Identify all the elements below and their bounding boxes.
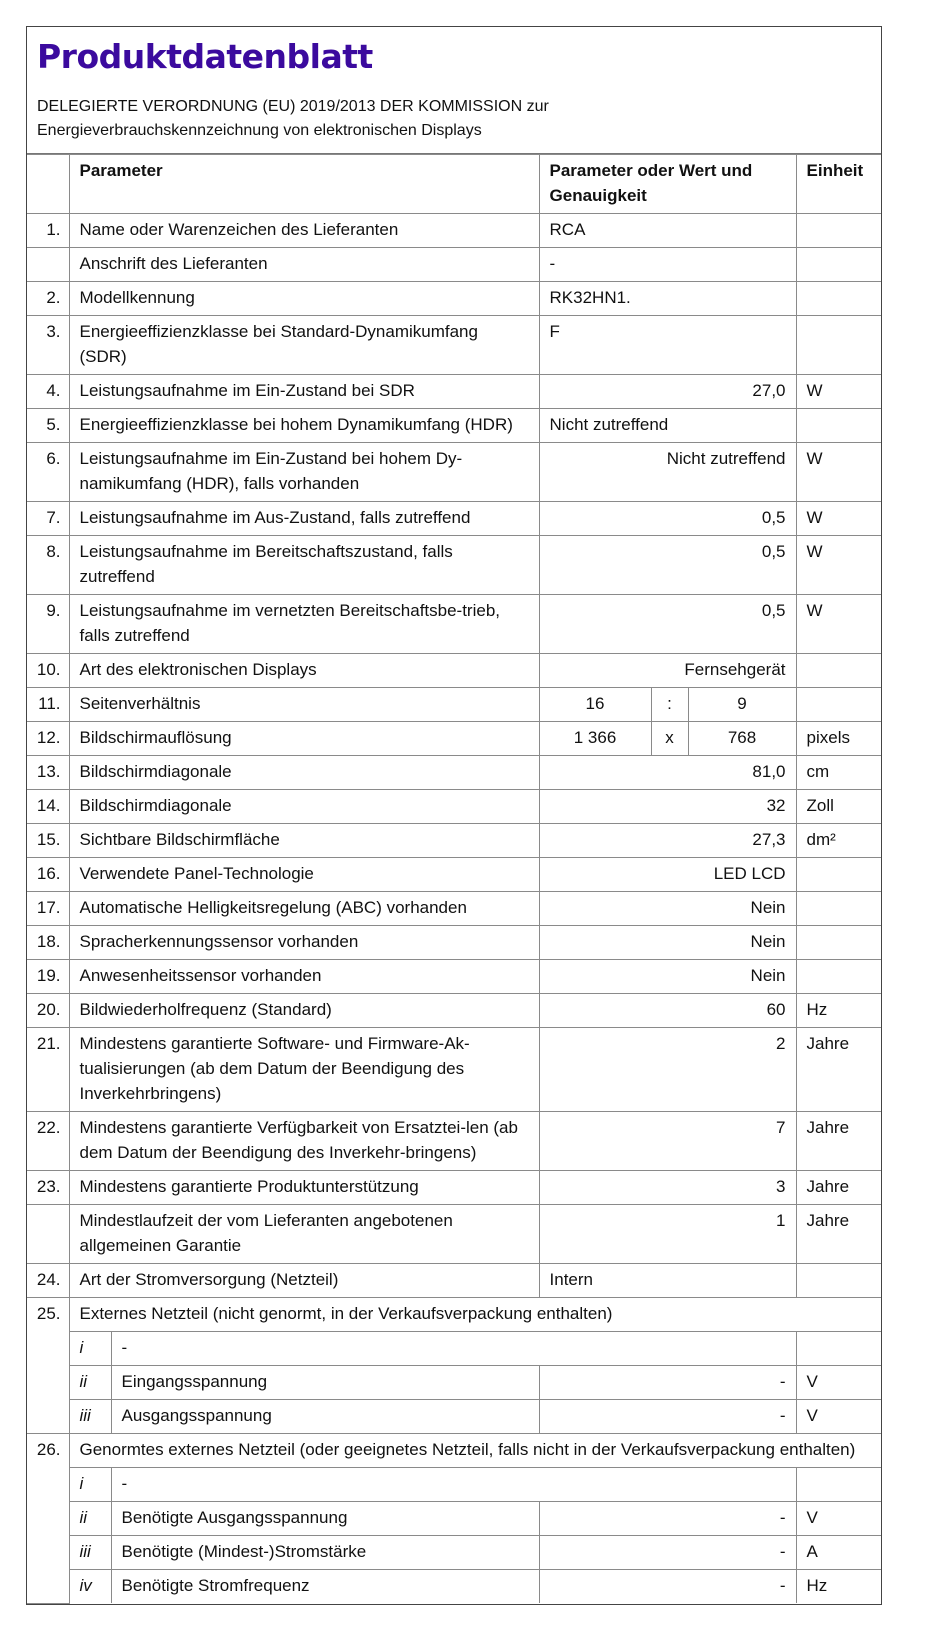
- table-row: [27, 960, 881, 994]
- row-parameter: Art des elektronischen Displays: [69, 654, 539, 688]
- row-parameter: Leistungsaufnahme im Ein-Zustand bei SDR: [69, 375, 539, 409]
- row-unit: Jahre: [796, 1112, 881, 1171]
- header-value: Parameter oder Wert und Genauigkeit: [539, 155, 796, 214]
- row-number: 7.: [27, 502, 69, 536]
- row-unit: [796, 654, 881, 688]
- row-value: RK32HN1.: [539, 282, 796, 316]
- sub-unit: V: [796, 1400, 881, 1434]
- table-row: [27, 858, 881, 892]
- row-number: 18.: [27, 926, 69, 960]
- row-value: 3: [539, 1171, 796, 1205]
- row-number: 16.: [27, 858, 69, 892]
- row-parameter: Leistungsaufnahme im vernetzten Bereitschaftsbe-trieb, falls zutreffend: [69, 595, 539, 654]
- row-unit: Hz: [796, 994, 881, 1028]
- row-parameter: Anwesenheitssensor vorhanden: [69, 960, 539, 994]
- sub-row: [27, 1400, 881, 1434]
- row-number: 5.: [27, 409, 69, 443]
- sub-label: Benötigte (Mindest-)Stromstärke: [111, 1536, 539, 1570]
- row-unit: [796, 688, 881, 722]
- header-parameter: Parameter: [69, 155, 539, 214]
- row-value: 7: [539, 1112, 796, 1171]
- row-value: RCA: [539, 214, 796, 248]
- table-row: [27, 688, 881, 722]
- table-row: [27, 926, 881, 960]
- header-num: [27, 155, 69, 214]
- row-parameter: Mindestens garantierte Produktunterstützung: [69, 1171, 539, 1205]
- row-parameter: Bildschirmdiagonale: [69, 756, 539, 790]
- regulation-line-2: Energieverbrauchskennzeichnung von elektronischen Displays: [37, 122, 482, 139]
- sub-label: Eingangsspannung: [111, 1366, 539, 1400]
- table-row: [27, 214, 881, 248]
- product-data-sheet: [26, 26, 882, 1605]
- row-parameter: Modellkennung: [69, 282, 539, 316]
- regulation-line-1: DELEGIERTE VERORDNUNG (EU) 2019/2013 DER KOMMISSION zur: [37, 98, 549, 115]
- row-number: 9.: [27, 595, 69, 654]
- row-number: 25.: [27, 1298, 69, 1434]
- row-parameter: Anschrift des Lieferanten: [69, 248, 539, 282]
- sub-unit: [796, 1332, 881, 1366]
- sub-value: -: [539, 1570, 796, 1604]
- table-row: [27, 443, 881, 502]
- row-unit: W: [796, 502, 881, 536]
- table-row: [27, 595, 881, 654]
- row-number: 15.: [27, 824, 69, 858]
- page-title: Produktdatenblatt: [37, 37, 373, 76]
- row-number: 17.: [27, 892, 69, 926]
- row-parameter: Leistungsaufnahme im Bereitschaftszustand, falls zutreffend: [69, 536, 539, 595]
- row-value-separator: :: [651, 688, 688, 722]
- sub-row: [27, 1366, 881, 1400]
- row-unit: cm: [796, 756, 881, 790]
- row-value-b: 768: [688, 722, 796, 756]
- table-row: [27, 1264, 881, 1298]
- row-value: 0,5: [539, 536, 796, 595]
- row-parameter: Energieeffizienzklasse bei hohem Dynamikumfang (HDR): [69, 409, 539, 443]
- table-row: [27, 892, 881, 926]
- row-parameter: Bildschirmdiagonale: [69, 790, 539, 824]
- row-unit: [796, 1264, 881, 1298]
- row-value-a: 1 366: [539, 722, 651, 756]
- row-number: 11.: [27, 688, 69, 722]
- roman-numeral: ii: [69, 1502, 111, 1536]
- sub-row: [27, 1502, 881, 1536]
- sub-label: Benötigte Stromfrequenz: [111, 1570, 539, 1604]
- table-row: [27, 1171, 881, 1205]
- row-number: 19.: [27, 960, 69, 994]
- row-unit: pixels: [796, 722, 881, 756]
- row-unit: Jahre: [796, 1028, 881, 1112]
- row-number: 23.: [27, 1171, 69, 1205]
- row-value: F: [539, 316, 796, 375]
- sub-label: -: [111, 1332, 796, 1366]
- sub-row: [27, 1468, 881, 1502]
- row-parameter: Verwendete Panel-Technologie: [69, 858, 539, 892]
- table-row: [27, 1112, 881, 1171]
- sub-row: [27, 1570, 881, 1604]
- sheet-header: [27, 27, 881, 154]
- row-unit: W: [796, 595, 881, 654]
- sub-value: -: [539, 1536, 796, 1570]
- table-row: [27, 375, 881, 409]
- sub-unit: A: [796, 1536, 881, 1570]
- roman-numeral: i: [69, 1468, 111, 1502]
- table-row: [27, 248, 881, 282]
- row-value: 27,0: [539, 375, 796, 409]
- row-unit: [796, 214, 881, 248]
- sub-row: [27, 1332, 881, 1366]
- row-value: 0,5: [539, 502, 796, 536]
- table-header-row: [27, 155, 881, 214]
- row-value: -: [539, 248, 796, 282]
- table-row: [27, 994, 881, 1028]
- row-number: 24.: [27, 1264, 69, 1298]
- row-value: 27,3: [539, 824, 796, 858]
- roman-numeral: i: [69, 1332, 111, 1366]
- sub-label: Ausgangsspannung: [111, 1400, 539, 1434]
- row-value: 0,5: [539, 595, 796, 654]
- parameter-table: [27, 154, 881, 1604]
- table-row: [27, 824, 881, 858]
- row-value-separator: x: [651, 722, 688, 756]
- row-parameter: Bildschirmauflösung: [69, 722, 539, 756]
- row-parameter: Mindestens garantierte Software- und Firmware-Ak-tualisierungen (ab dem Datum der Beendigung des Inverkehrbringens): [69, 1028, 539, 1112]
- table-row: [27, 409, 881, 443]
- table-row: [27, 790, 881, 824]
- table-row: [27, 1205, 881, 1264]
- row-value: Intern: [539, 1264, 796, 1298]
- section26-title: Genormtes externes Netzteil (oder geeignetes Netzteil, falls nicht in der Verkaufsverpackung enthalten): [69, 1434, 881, 1468]
- row-unit: [796, 960, 881, 994]
- section26-title-row: [27, 1434, 881, 1468]
- row-value: Nicht zutreffend: [539, 443, 796, 502]
- row-parameter: Art der Stromversorgung (Netzteil): [69, 1264, 539, 1298]
- roman-numeral: iii: [69, 1536, 111, 1570]
- row-value: Nein: [539, 960, 796, 994]
- row-number: 20.: [27, 994, 69, 1028]
- row-value-a: 16: [539, 688, 651, 722]
- sub-unit: V: [796, 1366, 881, 1400]
- table-row: [27, 536, 881, 595]
- table-row: [27, 756, 881, 790]
- row-value: 32: [539, 790, 796, 824]
- sub-value: -: [539, 1400, 796, 1434]
- row-number: 10.: [27, 654, 69, 688]
- row-number: 4.: [27, 375, 69, 409]
- row-parameter: Bildwiederholfrequenz (Standard): [69, 994, 539, 1028]
- table-row: [27, 502, 881, 536]
- row-value: 1: [539, 1205, 796, 1264]
- row-value: Nicht zutreffend: [539, 409, 796, 443]
- row-unit: [796, 892, 881, 926]
- row-parameter: Leistungsaufnahme im Ein-Zustand bei hohem Dy-namikumfang (HDR), falls vorhanden: [69, 443, 539, 502]
- row-number: [27, 248, 69, 282]
- sub-value: -: [539, 1502, 796, 1536]
- row-value: 2: [539, 1028, 796, 1112]
- row-value: 60: [539, 994, 796, 1028]
- sub-label: -: [111, 1468, 796, 1502]
- roman-numeral: iii: [69, 1400, 111, 1434]
- row-parameter: Energieeffizienzklasse bei Standard-Dynamikumfang (SDR): [69, 316, 539, 375]
- row-number: 26.: [27, 1434, 69, 1604]
- row-unit: Jahre: [796, 1171, 881, 1205]
- roman-numeral: ii: [69, 1366, 111, 1400]
- row-value-b: 9: [688, 688, 796, 722]
- row-number: 21.: [27, 1028, 69, 1112]
- roman-numeral: iv: [69, 1570, 111, 1604]
- sub-row: [27, 1536, 881, 1570]
- sub-unit: Hz: [796, 1570, 881, 1604]
- header-unit: Einheit: [796, 155, 881, 214]
- row-value: Nein: [539, 892, 796, 926]
- table-row: [27, 654, 881, 688]
- row-value: Nein: [539, 926, 796, 960]
- table-row: [27, 316, 881, 375]
- row-unit: [796, 926, 881, 960]
- row-parameter: Leistungsaufnahme im Aus-Zustand, falls zutreffend: [69, 502, 539, 536]
- row-value: LED LCD: [539, 858, 796, 892]
- row-number: 14.: [27, 790, 69, 824]
- section25-title-row: [27, 1298, 881, 1332]
- table-row: [27, 722, 881, 756]
- row-number: 1.: [27, 214, 69, 248]
- row-parameter: Sichtbare Bildschirmfläche: [69, 824, 539, 858]
- row-parameter: Seitenverhältnis: [69, 688, 539, 722]
- row-parameter: Name oder Warenzeichen des Lieferanten: [69, 214, 539, 248]
- row-number: [27, 1205, 69, 1264]
- row-unit: [796, 248, 881, 282]
- sub-unit: V: [796, 1502, 881, 1536]
- row-unit: [796, 316, 881, 375]
- row-unit: W: [796, 443, 881, 502]
- row-number: 12.: [27, 722, 69, 756]
- row-parameter: Automatische Helligkeitsregelung (ABC) vorhanden: [69, 892, 539, 926]
- row-unit: [796, 409, 881, 443]
- row-number: 6.: [27, 443, 69, 502]
- row-number: 8.: [27, 536, 69, 595]
- row-number: 2.: [27, 282, 69, 316]
- row-unit: dm²: [796, 824, 881, 858]
- row-unit: [796, 858, 881, 892]
- row-unit: [796, 282, 881, 316]
- sub-value: -: [539, 1366, 796, 1400]
- section25-title: Externes Netzteil (nicht genormt, in der Verkaufsverpackung enthalten): [69, 1298, 881, 1332]
- sub-unit: [796, 1468, 881, 1502]
- row-parameter: Mindestlaufzeit der vom Lieferanten angebotenen allgemeinen Garantie: [69, 1205, 539, 1264]
- row-unit: W: [796, 375, 881, 409]
- sub-label: Benötigte Ausgangsspannung: [111, 1502, 539, 1536]
- row-unit: W: [796, 536, 881, 595]
- row-number: 13.: [27, 756, 69, 790]
- table-row: [27, 282, 881, 316]
- row-parameter: Spracherkennungssensor vorhanden: [69, 926, 539, 960]
- row-unit: Jahre: [796, 1205, 881, 1264]
- row-number: 22.: [27, 1112, 69, 1171]
- row-number: 3.: [27, 316, 69, 375]
- row-unit: Zoll: [796, 790, 881, 824]
- row-parameter: Mindestens garantierte Verfügbarkeit von Ersatztei-len (ab dem Datum der Beendigung des Inverkehr-bringens): [69, 1112, 539, 1171]
- row-value: Fernsehgerät: [539, 654, 796, 688]
- table-row: [27, 1028, 881, 1112]
- row-value: 81,0: [539, 756, 796, 790]
